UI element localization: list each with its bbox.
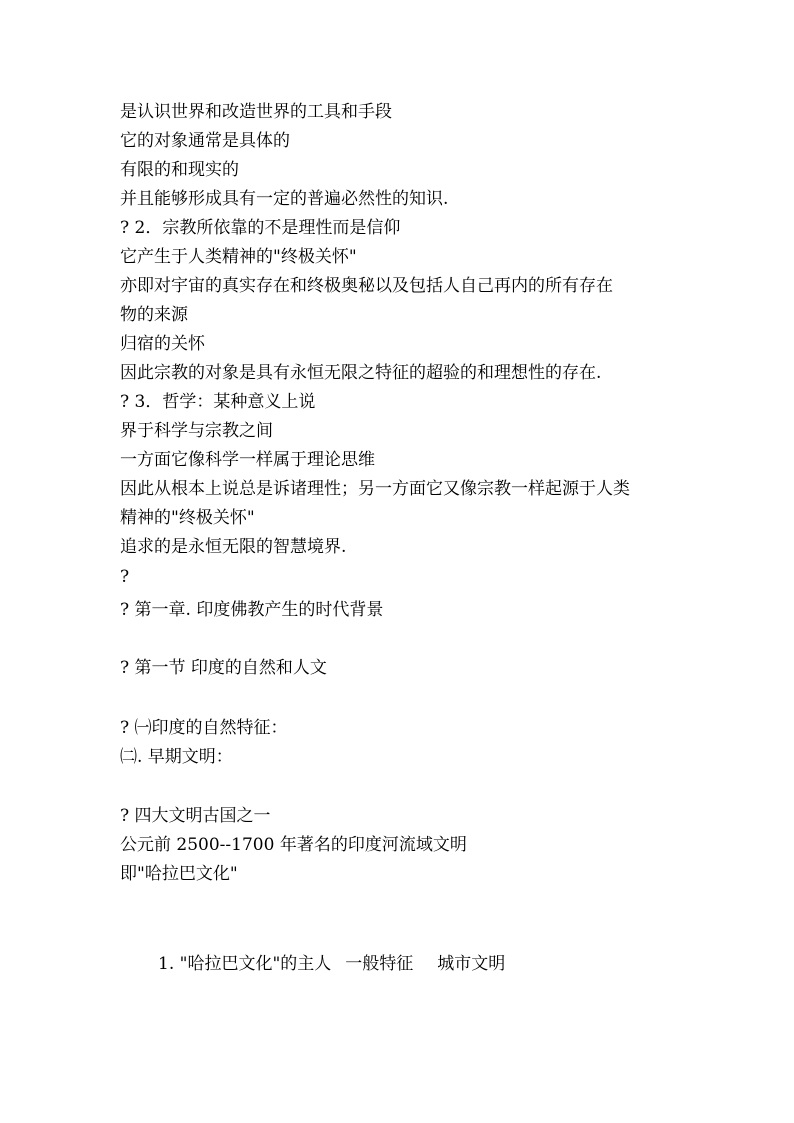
text-line: 即"哈拉巴文化" [120,864,238,884]
numbered-heading [158,952,505,976]
text-line: 是认识世界和改造世界的工具和手段 [120,102,392,122]
text-line: 归宿的关怀 [120,334,205,354]
text-line: 追求的是永恒无限的智慧境界. [120,537,347,557]
text-line: ? 四大文明古国之一 [120,806,271,826]
text-line: ? 3．哲学：某种意义上说 [120,392,316,412]
text-line: 精神的"终极关怀" [120,508,255,528]
text-line: 有限的和现实的 [120,160,239,180]
heading-number: 1. [158,954,180,974]
heading-part: 一般特征 [345,954,414,974]
text-line: 一方面它像科学一样属于理论思维 [120,450,375,470]
text-line: 并且能够形成具有一定的普遍必然性的知识. [120,189,449,209]
heading-part: "哈拉巴文化"的主人 [179,954,332,974]
text-line: 亦即对宇宙的真实存在和终极奥秘以及包括人自己再内的所有存在 [120,276,613,296]
text-line: 物的来源 [120,305,188,325]
chapter-heading: ? 第一章. 印度佛教产生的时代背景 [120,600,384,620]
heading-part: 城市文明 [437,954,506,974]
text-line: 它的对象通常是具体的 [120,131,290,151]
text-line: 因此宗教的对象是具有永恒无限之特征的超验的和理想性的存在. [120,363,602,383]
text-line: ㈡. 早期文明： [120,747,233,767]
text-line: 它产生于人类精神的"终极关怀" [120,247,357,267]
text-line: ? [120,567,130,587]
text-line: 因此从根本上说总是诉诸理性；另一方面它又像宗教一样起源于人类 [120,479,630,499]
text-line: 公元前 2500--1700 年著名的印度河流域文明 [120,835,467,855]
text-line: ? ㈠印度的自然特征： [120,718,288,738]
text-line: ? 2．宗教所依靠的不是理性而是信仰 [120,218,401,238]
section-heading: ? 第一节 印度的自然和人文 [120,658,327,678]
text-line: 界于科学与宗教之间 [120,421,273,441]
